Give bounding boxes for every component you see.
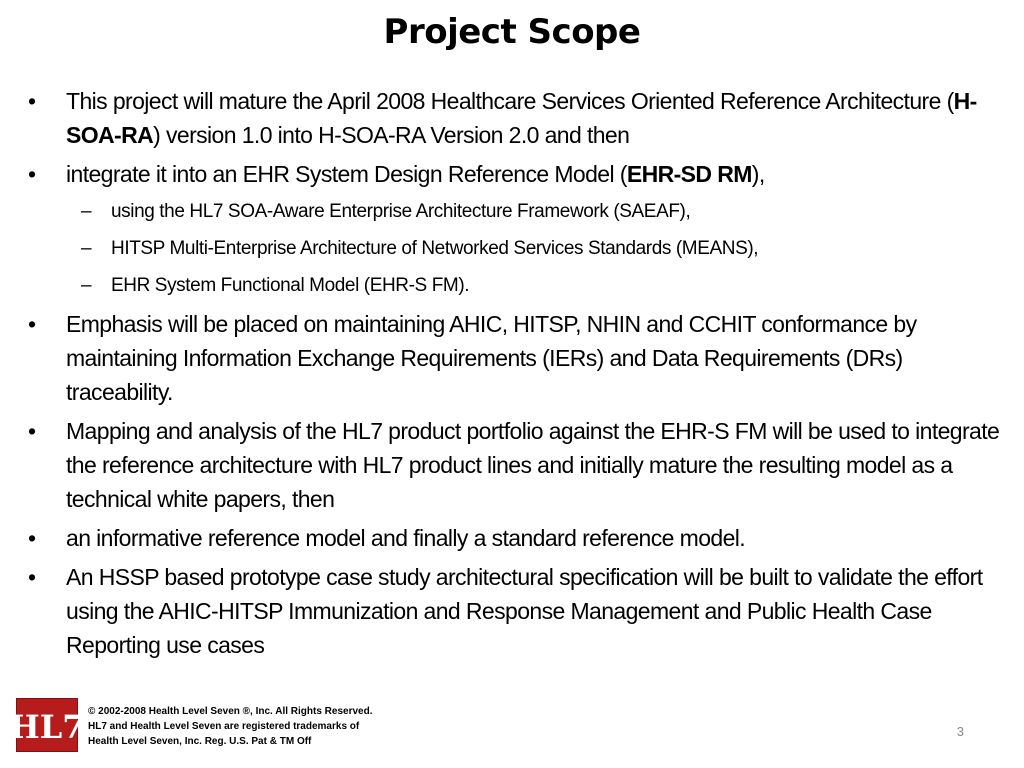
sub-bullet-marker: – [81, 275, 92, 296]
slide-title: Project Scope [383, 12, 641, 52]
bullet-text: ), [751, 161, 765, 187]
sub-bullet-marker: – [81, 201, 92, 222]
bullet-text: ) version 1.0 into H-SOA-RA Version 2.0 and then [153, 122, 630, 148]
bullet-text: This project will mature the April 2008 Healthcare Services Oriented Reference Architecture ( [66, 88, 954, 114]
bullet-informative [24, 521, 1014, 555]
hl7-logo-text: HL7 [9, 708, 85, 746]
bullet-text: An HSSP based prototype case study architectural specification will be built to validate the effort using the AHIC-HITSP Immunization and Response Management and Public Health Case Reporting use cases [66, 564, 983, 658]
bullet-hssp [24, 560, 1014, 662]
bullet-ehrsdrm [24, 157, 1014, 191]
bullet-marker: • [28, 88, 36, 114]
copyright-line: © 2002-2008 Health Level Seven ®, Inc. All Rights Reserved. [88, 706, 373, 717]
bullet-marker: • [28, 311, 36, 337]
bullet-marker: • [28, 161, 36, 187]
bullet-bold-text: H-SOA-RA [66, 88, 977, 148]
sub-bullet-text: EHR System Functional Model (EHR-S FM). [111, 275, 470, 296]
bullet-marker: • [28, 418, 36, 444]
bullet-text: Mapping and analysis of the HL7 product portfolio against the EHR-S FM will be used to integrate the reference architecture with HL7 product lines and initially mature the resulting model as a technical white papers, then [66, 418, 1000, 512]
bullet-bold-text: EHR-SD RM [626, 161, 752, 187]
bullet-text: integrate it into an EHR System Design Reference Model ( [66, 161, 627, 187]
bullet-mapping [24, 414, 1014, 516]
bullet-list [24, 84, 1014, 667]
sub-bullet-ehrsfm [24, 270, 1014, 302]
sub-bullet-text: HITSP Multi-Enterprise Architecture of Networked Services Standards (MEANS), [111, 238, 759, 259]
hl7-logo [9, 698, 85, 752]
bullet-text: Emphasis will be placed on maintaining AHIC, HITSP, NHIN and CCHIT conformance by maintaining Information Exchange Requirements (IERs) and Data Requirements (DRs) traceability. [66, 311, 917, 405]
bullet-hsoara [24, 84, 1014, 152]
trademark-line: Health Level Seven, Inc. Reg. U.S. Pat & TM Off [88, 736, 312, 747]
trademark-line: HL7 and Health Level Seven are registered trademarks of [88, 721, 360, 732]
bullet-marker: • [28, 525, 36, 551]
sub-bullet-saeaf [24, 196, 1014, 228]
bullet-emphasis [24, 307, 1014, 409]
bullet-text: an informative reference model and finally a standard reference model. [66, 525, 746, 551]
copyright-notice [88, 704, 373, 749]
page-number: 3 [956, 724, 964, 739]
sub-bullet-means [24, 233, 1014, 265]
bullet-marker: • [28, 564, 36, 590]
sub-bullet-text: using the HL7 SOA-Aware Enterprise Architecture Framework (SAEAF), [111, 201, 691, 222]
sub-bullet-marker: – [81, 238, 92, 259]
